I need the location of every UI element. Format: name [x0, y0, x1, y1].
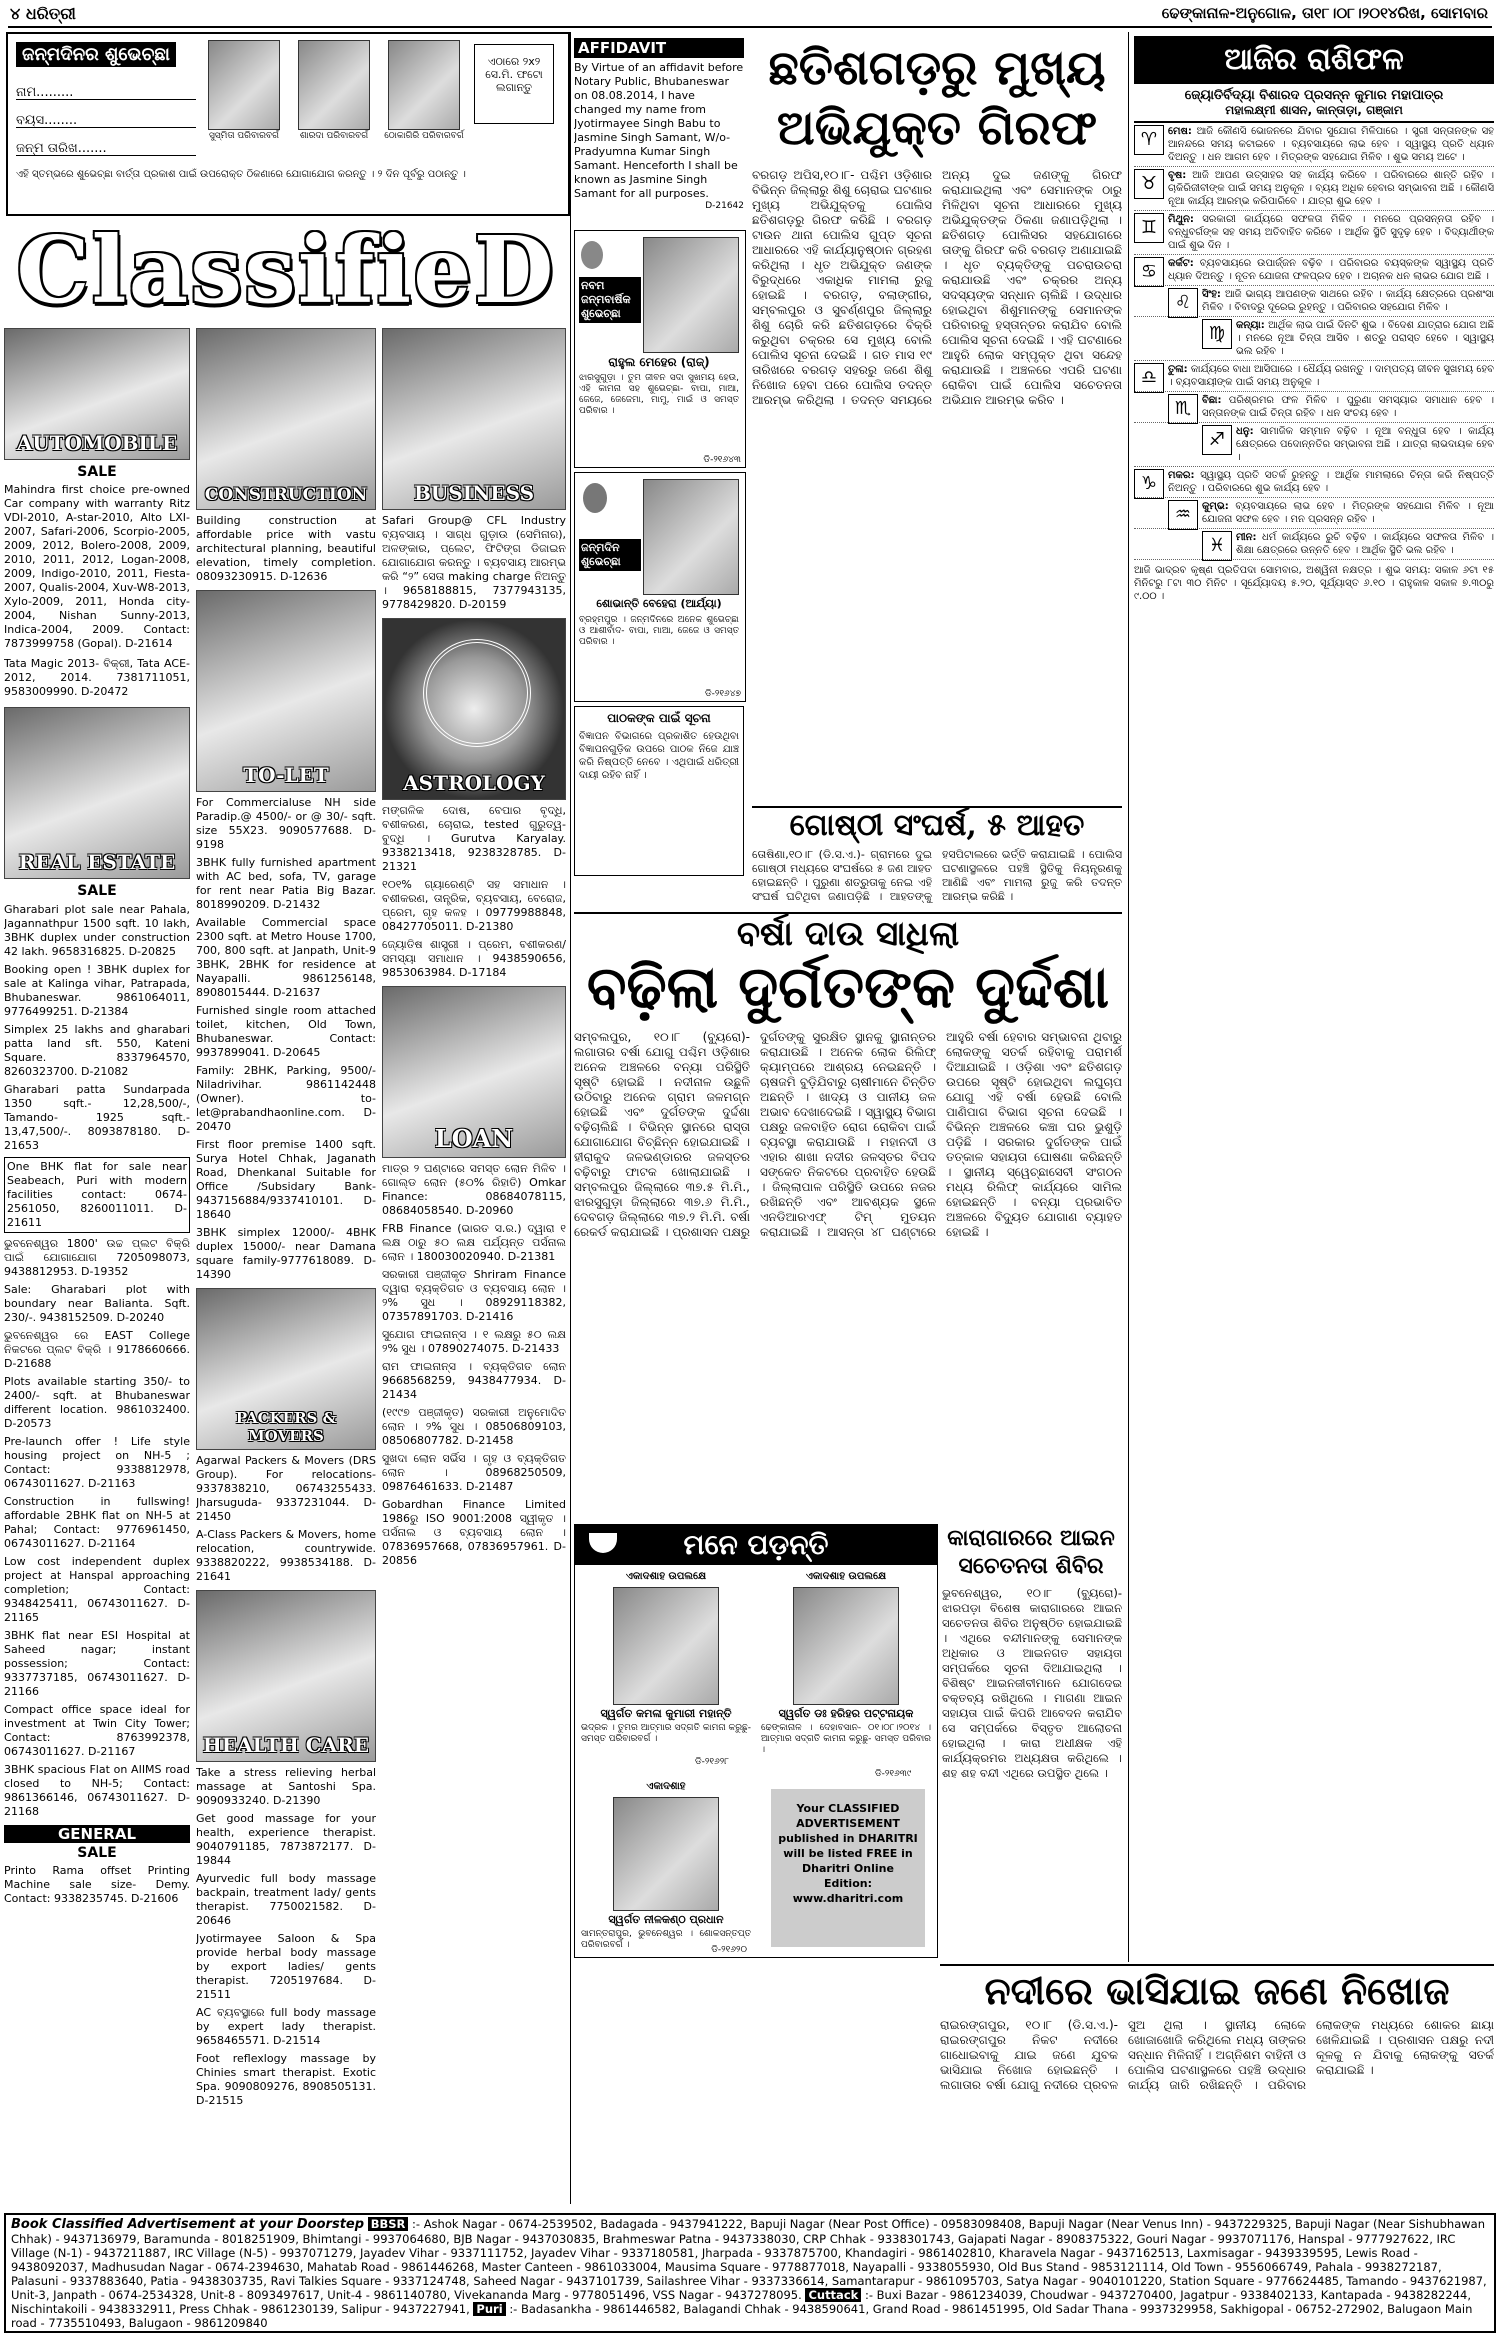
rashi-text: ଆଜି ଆପଣ ଉତ୍ସାହର ସହ କାର୍ଯ୍ୟ କରିବେ । ପରିବାରରେ ଶାନ୍ତି ରହିବ । ଚାକିରିଜୀବୀଙ୍କ ପାଇଁ ସମୟ ଅନୁକୂଳ । ବ୍ୟୟ ଅଧିକ ହେବାର ସମ୍ଭାବନା ଅଛି । କୌଣସି ନୂଆ କାର୍ଯ୍ୟ ଆରମ୍ଭ କରିପାରିବେ । ଯାତ୍ରା ଶୁଭ ହେବ । — [1168, 170, 1494, 207]
column-divider — [1128, 32, 1129, 1962]
ad: Simplex 25 lakhs and gharabari patta land sft. 550, Kateni Square. 8337964570, 8260323700. D-21082 — [4, 1023, 190, 1078]
health-care-label: HEALTH CARE — [202, 1733, 370, 1757]
birthday-photo-placeholder: ଏଠାରେ ୨x୨ ସେ.ମି. ଫଟୋ ଲଗାନ୍ତୁ — [474, 44, 554, 124]
birthday-note: ଏହି ସ୍ତମ୍ଭରେ ଶୁଭେଚ୍ଛା ବାର୍ତ୍ତା ପ୍ରକାଶ ପାଇଁ ଉପରୋକ୍ତ ଠିକଣାରେ ଯୋଗାଯୋଗ କରନ୍ତୁ । ୨ ଦିନ ପୂର୍ବରୁ ପଠାନ୍ତୁ । — [16, 169, 466, 180]
rashi-sign: ବୃଷ: — [1168, 170, 1187, 181]
birthday-ad-1-text: ଝାରସୁଗୁଡ଼ା । ତୁମ ଜୀବନ ସଦା ସୁଖମୟ ହେଉ, ଏହି କାମନା ସହ ଶୁଭେଚ୍ଛା- ବାପା, ମାଆ, ଜେଜେ, ଜେଜେମା, ମାମୁ, ମାଇଁ ଓ ସମସ୍ତ ପରିବାର । — [579, 373, 739, 416]
packers-label: PACKERS & MOVERS — [235, 1409, 337, 1445]
memorial-code-3: ଡି-୨୧୬୨୦ — [711, 1945, 747, 1955]
rashi-sign: ତୁଳା: — [1168, 364, 1188, 375]
rashifal-footer: ଆଜି ଭାଦ୍ରବ କୃଷ୍ଣ ପ୍ରତିପଦା ସୋମବାର, ଅଶ୍ୱିନୀ ନକ୍ଷତ୍ର । ଶୁଭ ସମୟ: ସକାଳ ୬ଟା ୧୫ ମିନିଟରୁ ୮ଟା ୩୦ ମିନିଟ । ସୂର୍ଯ୍ୟୋଦୟ ୫.୨୦, ସୂର୍ଯ୍ୟାସ୍ତ ୬.୧୦ । ରାହୁକାଳ ସକାଳ ୭.୩୦ରୁ ୯.୦୦ । — [1134, 565, 1494, 602]
story1-headline-2: ଅଭିଯୁକ୍ତ ଗିରଫ — [776, 100, 1098, 156]
ad: ଭୁବନେଶ୍ୱର 1800' ଉଚ୍ଚ ପ୍ଲଟ ବିକ୍ରି ପାଇଁ ଯୋଗାଯୋଗ 7205098073, 9438812953. D-19352 — [4, 1237, 190, 1278]
aries-icon: ♈ — [1134, 125, 1164, 155]
memorial-head-2: ଏକାଦଶାହ ଉପଲକ୍ଷେ — [805, 1571, 887, 1582]
pisces-icon: ♓ — [1202, 531, 1232, 561]
rashi-libra — [1134, 361, 1494, 392]
column-divider — [570, 32, 571, 2204]
birthday-ad-1-label: ନବମ ଜନ୍ମବାର୍ଷିକ ଶୁଭେଚ୍ଛା — [579, 277, 641, 323]
rashi-text: ସ୍ୱାସ୍ଥ୍ୟ ପ୍ରତି ସତର୍କ ରୁହନ୍ତୁ । ଆର୍ଥିକ ମାମଲାରେ ଚିନ୍ତା କରି ନିଷ୍ପତ୍ତି ନିଅନ୍ତୁ । ପରିବାରରେ ଶୁଭ କାର୍ଯ୍ୟ ହେବ । — [1168, 470, 1494, 494]
ad: ସୁଯୋଗ ଫାଇନାନ୍ସ । ୧ ଲକ୍ଷରୁ ୫୦ ଲକ୍ଷ ୨% ସୁଧ । 07890274075. D-21433 — [382, 1328, 566, 1355]
sale-heading: SALE — [77, 464, 117, 480]
rashi-sign: ମୀନ: — [1236, 532, 1257, 543]
birthday-photo-1 — [208, 40, 280, 130]
ad: First floor premise 1400 sqft. Surya Hotel Chhak, Jaganath Road, Dhenkanal Suitable for Office /Subsidary Bank- 9437156884/9337410101. D-18640 — [196, 1138, 376, 1221]
ad: Plots available starting 350/- to 2400/- sqft. at Bhubaneswar different location. 9861032400. D-20573 — [4, 1375, 190, 1430]
real-estate-ads — [4, 903, 190, 1819]
birthday-ad-1-name: ରାହୁଲ ମେହେର (ରାଜ୍) — [608, 355, 710, 369]
affidavit-code: D-21642 — [705, 201, 744, 211]
gemini-icon: ♊ — [1134, 213, 1164, 243]
ad: Jyotirmayee Saloon & Spa provide herbal body massage by export ladies/ gents therapist. 7205197684. D-21511 — [196, 1932, 376, 2001]
affidavit-box — [574, 38, 744, 224]
birthday-caption-3: ଠୋକାଗିରି ପରିବାରବର୍ଗ — [384, 131, 464, 141]
ad: Agarwal Packers & Movers (DRS Group). For relocations- 9337838210, 06743255433. Jharsuguda- 9337231044. D-21450 — [196, 1454, 376, 1523]
ad-tata: Tata Magic 2013- ବିକ୍ରୀ, Tata ACE-2012, 2014. 7381711051, 9583009990. D-20472 — [4, 657, 190, 698]
birthday-title: ଜନ୍ମଦିନର ଶୁଭେଚ୍ଛା — [16, 42, 176, 67]
birthday-photo-3 — [388, 40, 460, 130]
reader-notice-box — [574, 706, 744, 876]
affidavit-title: AFFIDAVIT — [574, 38, 744, 58]
rashi-aries — [1134, 123, 1494, 167]
loan-image — [382, 986, 566, 1158]
memorial-name-2: ସ୍ୱର୍ଗତ ଡଃ ହରିହର ପଟ୍ଟନାୟକ — [778, 1707, 914, 1720]
rashi-gemini — [1134, 211, 1494, 255]
dateline: ଢେଙ୍କାନାଳ-ଅନୁଗୋଳ, ତା୧୮।୦୮।୨୦୧୪ରିଖ, ସୋମବାର — [1161, 4, 1488, 22]
rashifal-byline-2: ମହାଲକ୍ଷ୍ମୀ ଶାସନ, କାନ୍ତାଡ଼ା, ଗଞ୍ଜାମ — [1134, 103, 1494, 123]
rashi-sign: କୁମ୍ଭ: — [1202, 501, 1229, 512]
to-let-label: TO-LET — [243, 763, 329, 787]
to-let-image — [196, 590, 376, 792]
rashi-text: ଆର୍ଥିକ ଲାଭ ପାଇଁ ଦିନଟି ଶୁଭ । ବିଦେଶ ଯାତ୍ରାର ଯୋଗ ଅଛି । ମନରେ ନୂଆ ଚିନ୍ତା ଆସିବ । ଶତ୍ରୁ ପରାସ୍ତ ହେବେ । ସ୍ୱାସ୍ଥ୍ୟ ଭଲ ରହିବ । — [1236, 320, 1494, 357]
affidavit-text: By Virtue of an affidavit before Notary Public, Bhubaneswar on 08.08.2014, I have changed my name from Jyotirmayee Singh Babu to Jasmine Singh Samant, W/o- Pradyumna Kumar Singh Samant. Henceforth I shall be known as Jasmine Singh Samant for all purposes. — [574, 61, 744, 200]
rashi-leo — [1134, 286, 1494, 317]
sale-heading-2: SALE — [77, 883, 117, 899]
memorial-text-1: ଭଦ୍ରକ । ତୁମର ଆତ୍ମାର ସଦ୍‌ଗତି କାମନା କରୁଛୁ- ସମସ୍ତ ପରିବାରବର୍ଗ । — [581, 1723, 751, 1744]
ad: Available Commercial space 2300 sqft. at Metro House 1700, 700, 800 sqft. at Janpath, Unit-9 3BHK, 2BHK for residence at Nayapalli. 9861256148, 8908015444. D-21637 — [196, 916, 376, 999]
rashi-cancer — [1134, 255, 1494, 286]
cancer-icon: ♋ — [1134, 257, 1164, 287]
ad: Building construction at affordable price with vastu architectural planning, beautiful elevation, timely completion. 08093230915. D-12636 — [196, 514, 376, 583]
ad: Foot reflexlogy massage by Chinies smart therapist. Exotic Spa. 9090809276, 8908505131. D-21515 — [196, 2052, 376, 2107]
memorial-title: ମନେ ପଡ଼ନ୍ତି — [575, 1525, 937, 1565]
ad: FRB Finance (ଭାରତ ସ.ର.) ଦ୍ୱାରା ୧ ଲକ୍ଷ ଠାରୁ ୫୦ ଲକ୍ଷ ପର୍ଯ୍ୟନ୍ତ ପର୍ସନାଲ ଲୋନ । 180030020940. D-21381 — [382, 1222, 566, 1263]
rashi-sign: ମେଷ: — [1168, 126, 1192, 137]
packers-image — [196, 1288, 376, 1450]
birthday-greeting-box — [6, 32, 570, 216]
story3-body: ସମ୍ବଲପୁର, ୧୦।୮ (ବ୍ୟୁରୋ)- ଲଗାତାର ବର୍ଷା ଯୋଗୁ ପଶ୍ଚିମ ଓଡ଼ିଶାର ଅନେକ ଅଞ୍ଚଳରେ ବନ୍ୟା ପରିସ୍ଥିତି ସୃଷ୍ଟି ହୋଇଛି । ନଦୀନାଳ ଉଛୁଳି ଉଠିବାରୁ ଅନେକ ଗ୍ରାମ ଜଳମଗ୍ନ ହୋଇଛି ଏବଂ ଦୁର୍ଗତଙ୍କ ଦୁର୍ଦ୍ଦଶା ବଢ଼ିଚାଲିଛି । ବିଭିନ୍ନ ସ୍ଥାନରେ ରାସ୍ତା ଯୋଗାଯୋଗ ବିଚ୍ଛିନ୍ନ ହୋଇଯାଇଛି । ହୀରାକୁଦ ଜଳଭଣ୍ଡାରର ଜଳସ୍ତର ବଢ଼ିବାରୁ ଫାଟକ ଖୋଲାଯାଇଛି । ସମ୍ବଲପୁର ଜିଲ୍ଲାରେ ୩୭.୫ ମି.ମି., ଝାରସୁଗୁଡ଼ା ଜିଲ୍ଲାରେ ୩୭.୬ ମି.ମି., ଦେବଗଡ଼ ଜିଲ୍ଲାରେ ୩୭.୨ ମି.ମି. ବର୍ଷା ରେକର୍ଡ କରାଯାଇଛି । ପ୍ରଶାସନ ପକ୍ଷରୁ ଦୁର୍ଗତଙ୍କୁ ସୁରକ୍ଷିତ ସ୍ଥାନକୁ ସ୍ଥାନାନ୍ତର କରାଯାଉଛି । ଅନେକ ଲୋକ ରିଲିଫ୍ କ୍ୟାମ୍ପରେ ଆଶ୍ରୟ ନେଇଛନ୍ତି । ଚାଷଜମି ବୁଡ଼ିଯିବାରୁ ଚାଷୀମାନେ ଚିନ୍ତିତ ଅଛନ୍ତି । ଖାଦ୍ୟ ଓ ପାନୀୟ ଜଳ ଅଭାବ ଦେଖାଦେଇଛି । ସ୍ୱାସ୍ଥ୍ୟ ବିଭାଗ ପକ୍ଷରୁ ଜଳବାହିତ ରୋଗ ରୋକିବା ପାଇଁ ବ୍ୟବସ୍ଥା କରାଯାଉଛି । ମହାନଦୀ ଓ ଏହାର ଶାଖା ନଦୀର ଜଳସ୍ତର ବିପଦ ସଙ୍କେତ ନିକଟରେ ପ୍ରବାହିତ ହେଉଛି । ଜିଲ୍ଲାପାଳ ପରିସ୍ଥିତି ଉପରେ ନଜର ରଖିଛନ୍ତି ଏବଂ ଆବଶ୍ୟକ ସ୍ଥଳେ ଏନଡିଆରଏଫ୍ ଟିମ୍ ମୁତୟନ କରାଯାଇଛି । ଆସନ୍ତା ୪୮ ଘଣ୍ଟାରେ ଆହୁରି ବର୍ଷା ହେବାର ସମ୍ଭାବନା ଥିବାରୁ ଲୋକଙ୍କୁ ସତର୍କ ରହିବାକୁ ପରାମର୍ଶ ଦିଆଯାଇଛି । ଓଡ଼ିଶା ଏବଂ ଛତିଶଗଡ଼ ଉପରେ ସୃଷ୍ଟି ହୋଇଥିବା ଲଘୁଚାପ ଯୋଗୁ ଏହି ବର୍ଷା ହେଉଛି ବୋଲି ପାଣିପାଗ ବିଭାଗ ସୂଚନା ଦେଇଛି । ବିଭିନ୍ନ ଅଞ୍ଚଳରେ କଞ୍ଚା ଘର ଭୁଶୁଡ଼ି ପଡ଼ିଛି । ସରକାର ଦୁର୍ଗତଙ୍କ ପାଇଁ ତତ୍କାଳ ସହାୟତା ଘୋଷଣା କରିଛନ୍ତି । ସ୍ଥାନୀୟ ସ୍ୱେଚ୍ଛାସେବୀ ସଂଗଠନ ମଧ୍ୟ ରିଲିଫ୍ କାର୍ଯ୍ୟରେ ସାମିଲ ହୋଇଛନ୍ତି । ବନ୍ୟା ପ୍ରଭାବିତ ଅଞ୍ଚଳରେ ବିଦ୍ୟୁତ ଯୋଗାଣ ବ୍ୟାହତ ହୋଇଛି । — [574, 1030, 1122, 1239]
rashi-sign: ଧନୁ: — [1236, 426, 1254, 437]
real-estate-label: REAL ESTATE — [18, 850, 176, 874]
capricorn-icon: ♑ — [1134, 469, 1164, 499]
sale-heading-3: SALE — [77, 1845, 117, 1861]
rashi-taurus — [1134, 167, 1494, 211]
loan-label: LOAN — [434, 1124, 514, 1153]
ad: Family: 2BHK, Parking, 9500/- Niladrivihar. 9861142448 (Owner). to-let@prabandhaonline.com. D-20470 — [196, 1064, 376, 1133]
classified-column-3 — [382, 328, 566, 2208]
bbsr-tag: BBSR — [368, 2217, 409, 2231]
ad: For Commercialuse NH side Paradip.@ 4500/- or @ 30/- sqft. size 55X23. 9090577688. D-9198 — [196, 796, 376, 851]
rashi-sign: କର୍କଟ: — [1168, 258, 1194, 269]
rashi-capricorn — [1134, 467, 1494, 498]
memorial-photo-3 — [613, 1797, 719, 1911]
scorpio-icon: ♏ — [1168, 394, 1198, 424]
memorial-code-2: ଡି-୨୧୬୩୯ — [875, 1769, 912, 1779]
ad: 3BHK fully furnished apartment with AC bed, sofa, TV, garage for rent near Patia Big Bazar. 8018990209. D-21432 — [196, 856, 376, 911]
rashi-sign: ସିଂହ: — [1202, 289, 1221, 300]
birthday-ad-1 — [574, 230, 746, 468]
ad: Pre-launch offer ! Life style housing project on NH-5 ; Contact: 9338812978, 06743011627. D-21163 — [4, 1435, 190, 1490]
rashi-text: ପରିଶ୍ରମର ଫଳ ମିଳିବ । ପୁରୁଣା ସମସ୍ୟାର ସମାଧାନ ହେବ । ସନ୍ତାନଙ୍କ ପାଇଁ ଚିନ୍ତା ରହିବ । ଧନ ସଂଚୟ ହେବ । — [1202, 395, 1494, 419]
story4-headline-1: କାରାଗାରରେ ଆଇନ — [947, 1525, 1115, 1551]
health-care-image — [196, 1590, 376, 1762]
story3-headline: ବଢ଼ିଲା ଦୁର୍ଗତଙ୍କ ଦୁର୍ଦ୍ଦଶା — [586, 953, 1110, 1021]
rashi-sign: କନ୍ୟା: — [1236, 320, 1265, 331]
rashi-text: ବ୍ୟବସାୟରେ ଉପାର୍ଜ୍ଜନ ବଢ଼ିବ । ପରିବାରର ବୟସ୍କଙ୍କ ସ୍ୱାସ୍ଥ୍ୟ ପ୍ରତି ଧ୍ୟାନ ଦିଅନ୍ତୁ । ନୂତନ ଯୋଜନା ଫଳପ୍ରଦ ହେବ । ଅଚାନକ ଧନ ଲାଭର ଯୋଗ ଅଛି । — [1168, 258, 1494, 282]
ad: Low cost independent duplex project at Hanspal approaching completion; Contact: 9348425411, 06743011627. D-21165 — [4, 1555, 190, 1624]
birthday-caption-1: ସୁସ୍ମିତା ପରିବାରବର୍ଗ — [208, 131, 280, 141]
rashi-scorpio — [1134, 392, 1494, 423]
real-estate-image — [4, 707, 190, 879]
zodiac-wheel-icon — [423, 639, 531, 747]
reader-notice-text: ବିଜ୍ଞାପନ ବିଭାଗରେ ପ୍ରକାଶିତ ହେଉଥିବା ବିଜ୍ଞାପନଗୁଡ଼ିକ ଉପରେ ପାଠକ ନିଜେ ଯାଞ୍ଚ କରି ନିଷ୍ପତ୍ତି ନେବେ । ଏଥିପାଇଁ ଧରିତ୍ରୀ ଦାୟୀ ରହିବ ନାହିଁ । — [579, 731, 739, 781]
story4-body: ଭୁବନେଶ୍ୱର, ୧୦।୮ (ବ୍ୟୁରୋ)- ଝାରପଡ଼ା ବିଶେଷ କାରାଗାରରେ ଆଇନ ସଚେତନତା ଶିବିର ଅନୁଷ୍ଠିତ ହୋଇଯାଇଛି । ଏଥିରେ ବନ୍ଦୀମାନଙ୍କୁ ସେମାନଙ୍କ ଅଧିକାର ଓ ଆଇନଗତ ସହାୟତା ସମ୍ପର୍କରେ ସୂଚନା ଦିଆଯାଇଥିଲା । ବିଶିଷ୍ଟ ଆଇନଜୀବୀମାନେ ଯୋଗଦେଇ ବକ୍ତବ୍ୟ ରଖିଥିଲେ । ମାଗଣା ଆଇନ ସହାୟତା ପାଇଁ କିପରି ଆବେଦନ କରାଯିବ ସେ ସମ୍ପର୍କରେ ବିସ୍ତୃତ ଆଲୋଚନା ହୋଇଥିଲା । କାରା ଅଧୀକ୍ଷକ ଏହି କାର୍ଯ୍ୟକ୍ରମର ଅଧ୍ୟକ୍ଷତା କରିଥିଲେ । ଶହ ଶହ ବନ୍ଦୀ ଏଥିରେ ଉପସ୍ଥିତ ଥିଲେ । — [942, 1586, 1122, 1780]
libra-icon: ♎ — [1134, 363, 1164, 393]
business-label: BUSINESS — [413, 481, 535, 505]
story2-headline: ଗୋଷ୍ଠୀ ସଂଘର୍ଷ, ୫ ଆହତ — [752, 806, 1122, 844]
construction-image — [196, 328, 376, 510]
memorial-photo-2 — [793, 1587, 899, 1705]
ad: ମାତ୍ର ୨ ଘଣ୍ଟାରେ ସମସ୍ତ ଲୋନ ମିଳିବ । ଗୋଲ୍ଡ ଲୋନ (୫୦% ରିହାତି) Omkar Finance: 08684078115, 08684058540. D-20960 — [382, 1162, 566, 1217]
ad-printing: Printo Rama offset Printing Machine sale size- Demy. Contact: 9338235745. D-21606 — [4, 1864, 190, 1905]
ad: Booking open ! 3BHK duplex for sale at Kalinga vihar, Patrapada, Bhubaneswar. 9861064011, 9776499251. D-21384 — [4, 963, 190, 1018]
ad: Furnished single room attached toilet, kitchen, Old Town, Bhubaneswar. Contact: 9937899041. D-20645 — [196, 1004, 376, 1059]
birthday-ad-1-photo — [643, 237, 739, 353]
page-header-bar — [8, 4, 1492, 28]
rashi-text: କାର୍ଯ୍ୟରେ ବାଧା ଆସିପାରେ । ଧୈର୍ଯ୍ୟ ରଖନ୍ତୁ । ଦାମ୍ପତ୍ୟ ଜୀବନ ସୁଖମୟ ହେବ । ବ୍ୟବସାୟୀଙ୍କ ପାଇଁ ସମୟ ଅନୁକୂଳ । — [1168, 364, 1494, 388]
story4-headline-2: ସଚେତନତା ଶିବିର — [958, 1553, 1104, 1579]
sagittarius-icon: ♐ — [1202, 425, 1232, 455]
rashi-text: ଆଜି ଭାଗ୍ୟ ଆପଣଙ୍କ ସାଥରେ ରହିବ । କାର୍ଯ୍ୟ କ୍ଷେତ୍ରରେ ପ୍ରଶଂସା ମିଳିବ । ବିବାଦରୁ ଦୂରେଇ ରୁହନ୍ତୁ । ପରିବାରର ସହଯୋଗ ମିଳିବ । — [1202, 289, 1494, 313]
story1-headline-1: ଛତିଶଗଡ଼ରୁ ମୁଖ୍ୟ — [768, 40, 1106, 96]
story2-body: ତୋଷିଣା,୧୦।୮ (ଡି.ସ.ଏ.)- ଗ୍ରାମରେ ଦୁଇ ଗୋଷ୍ଠୀ ମଧ୍ୟରେ ସଂଘର୍ଷରେ ୫ ଜଣ ଆହତ ହୋଇଛନ୍ତି । ପୁରୁଣା ଶତ୍ରୁତାକୁ ନେଇ ଏହି ସଂଘର୍ଷ ଘଟିଥିବା ଜଣାପଡ଼ିଛି । ଆହତଙ୍କୁ ହସପିଟାଲରେ ଭର୍ତ୍ତି କରାଯାଇଛି । ପୋଲିସ ଘଟଣାସ୍ଥଳରେ ପହଞ୍ଚି ସ୍ଥିତିକୁ ନିୟନ୍ତ୍ରଣକୁ ଆଣିଛି ଏବଂ ମାମଲା ରୁଜୁ କରି ତଦନ୍ତ ଆରମ୍ଭ କରିଛି । — [752, 848, 1122, 903]
reader-notice-title: ପାଠକଙ୍କ ପାଇଁ ସୂଚନା — [607, 711, 711, 725]
booking-footer — [4, 2213, 1496, 2333]
birthday-ad-1-code: ଡି-୨୧୬୪୩ — [703, 455, 741, 465]
ad: Construction in fullswing! affordable 2BHK flat on NH-5 at Pahal; Contact: 9776961450, 06743011627. D-21164 — [4, 1495, 190, 1550]
rashi-text: ଆଜି କୌଣସି ଭୋଜନରେ ଯିବାର ସୁଯୋଗ ମିଳିପାରେ । ସ୍ତ୍ରୀ ସନ୍ତାନଙ୍କ ସହ ଆନନ୍ଦରେ ସମୟ କଟାଇବେ । ବ୍ୟବସାୟରେ ଲାଭ ହେବ । ସ୍ୱାସ୍ଥ୍ୟ ପ୍ରତି ଧ୍ୟାନ ଦିଅନ୍ତୁ । ଧନ ଆଗମ ହେବ । ମିତ୍ରଙ୍କ ସହଯୋଗ ମିଳିବ । ଶୁଭ ସମୟ ଅଟେ । — [1168, 126, 1494, 163]
memorial-text-3: ସାମନ୍ତରାପୁର, ଭୁବନେଶ୍ୱର । ଶୋକସନ୍ତପ୍ତ ପରିବାରବର୍ଗ । — [581, 1929, 751, 1950]
leo-icon: ♌ — [1168, 288, 1198, 318]
rashi-text: ସାମାଜିକ ସମ୍ମାନ ବଢ଼ିବ । ନୂଆ ବନ୍ଧୁତା ହେବ । କାର୍ଯ୍ୟ କ୍ଷେତ୍ରରେ ପଦୋନ୍ନତିର ସମ୍ଭାବନା ଅଛି । ଯାତ୍ରା ଲାଭଦାୟକ ହେବ । — [1236, 426, 1494, 463]
cuttack-list: :- Buxi Bazar - 9861234039, Choudwar - 9437270400, Jagatpur - 9338402133, Kantapada - 9438282244, Nischintakoili - 9438332911, Press Chhak - 9861230139, Salipur - 9437227941, — [11, 2288, 1471, 2316]
memorial-name-1: ସ୍ୱର୍ଗତ କମଳା କୁମାରୀ ମହାନ୍ତି — [600, 1707, 732, 1720]
story1-body: ବରଗଡ଼ ଅପିସ,୧୦।୮- ପଶ୍ଚିମ ଓଡ଼ିଶାର ବିଭିନ୍ନ ଜିଲ୍ଲାରୁ ଶିଶୁ ଚୋରାଇ ଘଟଣାର ମୁଖ୍ୟ ଅଭିଯୁକ୍ତକୁ ପୋଲିସ ଛତିଶଗଡ଼ରୁ ଗିରଫ କରିଛି । ବରଗଡ଼ ଟାଉନ ଥାନା ପୋଲିସ ଗୁପ୍ତ ସୂଚନା ଆଧାରରେ ଏହି କାର୍ଯ୍ୟାନୁଷ୍ଠାନ ଗ୍ରହଣ କରିଥିଲା । ଧୃତ ଅଭିଯୁକ୍ତ ଜଣଙ୍କ ବିରୁଦ୍ଧରେ ଏକାଧିକ ମାମଲା ରୁଜୁ ହୋଇଛି । ବରଗଡ଼, ବଲାଙ୍ଗୀର, ସମ୍ବଲପୁର ଓ ସୁବର୍ଣ୍ଣପୁର ଜିଲ୍ଲାରୁ ଶିଶୁ ଚୋରି କରି ଛତିଶଗଡ଼ରେ ବିକ୍ରି କରୁଥିବା ଚକ୍ରର ସେ ମୁଖ୍ୟ ବୋଲି ପୋଲିସ ସୂଚନା ଦେଇଛି । ଗତ ମାସ ୧୯ ତାରିଖରେ ବରଗଡ଼ ସହରରୁ ଜଣେ ଶିଶୁ ନିଖୋଜ ହେବା ପରେ ପୋଲିସ ତଦନ୍ତ ଆରମ୍ଭ କରିଥିଲା । ତଦନ୍ତ ସମୟରେ ଅନ୍ୟ ଦୁଇ ଜଣଙ୍କୁ ଗିରଫ କରାଯାଇଥିଲା ଏବଂ ସେମାନଙ୍କ ଠାରୁ ମିଳିଥିବା ସୂଚନା ଆଧାରରେ ମୁଖ୍ୟ ଅଭିଯୁକ୍ତଙ୍କ ଠିକଣା ଜଣାପଡ଼ିଥିଲା । ଛତିଶଗଡ଼ ପୋଲିସର ସହଯୋଗରେ ତାଙ୍କୁ ଗିରଫ କରି ବରଗଡ଼ ଅଣାଯାଇଛି । ଧୃତ ବ୍ୟକ୍ତିଙ୍କୁ ପଚରାଉଚରା କରାଯାଉଛି ଏବଂ ଚକ୍ରର ଅନ୍ୟ ସଦସ୍ୟଙ୍କ ସନ୍ଧାନ ଚାଲିଛି । ଉଦ୍ଧାର ହୋଇଥିବା ଶିଶୁମାନଙ୍କୁ ସେମାନଙ୍କ ପରିବାରକୁ ହସ୍ତାନ୍ତର କରାଯିବ ବୋଲି ପୋଲିସ ସୂଚନା ଦେଇଛି । ଏହି ଘଟଣାରେ ଆହୁରି ଲୋକ ସମ୍ପୃକ୍ତ ଥିବା ସନ୍ଦେହ କରାଯାଉଛି । ଅଞ୍ଚଳରେ ଏପରି ଘଟଣା ରୋକିବା ପାଇଁ ପୋଲିସ ସଚେତନତା ଅଭିଯାନ ଆରମ୍ଭ କରିବ । — [752, 168, 1122, 407]
puri-list: :- Badasankha - 9861446582, Balagandi Chhak - 9438590641, Grand Road - 9861451995, Old Sadar Thana - 9937329958, Sakhigopal - 06752-272902, Balugaon Main road - 7735510493, Balugaon - 9861209840 — [11, 2302, 1473, 2330]
ad: Get good massage for your health, experience therapist. 9040791185, 7873872177. D-19844 — [196, 1812, 376, 1867]
classified-column-2 — [196, 328, 376, 2208]
memorial-name-3: ସ୍ୱର୍ଗତ ନୀଳକଣ୍ଠ ପ୍ରଧାନ — [608, 1913, 724, 1926]
birthday-ad-2-name: ଶୋଭାନ୍ତି ବେହେରା (ଆର୍ଯ୍ୟା) — [596, 597, 722, 610]
astrology-label: ASTROLOGY — [403, 771, 545, 795]
ad: Gobardhan Finance Limited 1986ରୁ ISO 9001:2008 ସ୍ୱୀକୃତ । ପର୍ସନାଲ ଓ ବ୍ୟବସାୟ ଲୋନ । 07836957668, 07836957961. D-20856 — [382, 1498, 566, 1567]
ad: Safari Group@ CFL Industry ବ୍ୟବସାୟ । ସାଗ୍ଧ ଗୁଡ଼ାଉ (ସେମିନାର), ଅଳଙ୍କାର, ପ୍ଲେଟ, ଫିଟିଙ୍ଗ ଡିଜାଇନ ଯୋଗାଯୋଗ କରନ୍ତୁ । ବ୍ୟବସାୟ ଆରମ୍ଭ କରି “୨” ସେତା making charge ନିଅନ୍ତୁ । 9658188815, 7377943135, 9778429820. D-20159 — [382, 514, 566, 611]
rashifal-byline: ଜ୍ୟୋତିର୍ବିଦ୍ୟା ବିଶାରଦ ପ୍ରସନ୍ନ କୁମାର ମହାପାତ୍ର — [1184, 88, 1444, 103]
birthday-ad-2-label: ଜନ୍ମଦିନ ଶୁଭେଚ୍ଛା — [579, 539, 641, 571]
bbsr-list: :- Ashok Nagar - 0674-2539502, Badagada - 9437941222, Bapuji Nagar (Near Post Office) - 09583098408, Bapuji Nagar (Near Venus Inn) - 9437229325, Bapuji Nagar (Near Sishubhawan Chhak) - 9437136979, Baramunda - 8018251909, Bhimtangi - 9937064680, BJB Nagar - 9437030835, Brahmeswar Patna - 9437338030, CRP Chhak - 9338301743, Gajapati Nagar - 8908375322, Gouri Nagar - 9937071176, Hanspal - 9777927622, IRC Village (N-1) - 9437211887, IRC Village (N-5) - 9937071279, Jayadev Vihar - 9337111752, Jayadev Vihar - 9337180581, Jharpada - 9337875700, Khandagiri - 9861402810, Kharavela Nagar - 9437162513, Laxmisagar - 9439339595, Lewis Road - 9438092037, Madhusudan Nagar - 0674-2394630, Mahatab Road - 9861446268, Master Canteen - 9861033004, Mausima Square - 9778877018, Nayapalli - 9338055930, Old Bus Stand - 9853121114, Old Town - 9556066749, Pahala - 9938272187, Palasuni - 9337883640, Patia - 9438303735, Ravi Talkies Square - 9337124748, Saheed Nagar - 9437101739, Sailashree Vihar - 9337336614, Samantarapur - 9861095703, Satya Nagar - 9040101220, Station Square - 9776624485, Tamando - 9437621987, Unit-3, Janpath - 0674-2534328, Unit-8 - 8093497617, Unit-4 - 9861140780, Vivekananda Marg - 9778051496, VSS Nagar - 9437278095. — [11, 2217, 1487, 2302]
rashi-sign: ବିଛା: — [1202, 395, 1222, 406]
ad: Gharabari plot sale near Pahala, Jagannathpur 1500 sqft. 10 lakh, 3BHK duplex under construction 42 lakh. 9658316825. D-20825 — [4, 903, 190, 958]
birthday-ad-2-code: ଡି-୨୧୬୪୭ — [704, 689, 741, 699]
astrology-image — [382, 618, 566, 800]
aquarius-icon: ♒ — [1168, 500, 1198, 530]
rashi-virgo — [1134, 317, 1494, 361]
automobile-label: AUTOMOBILE — [16, 431, 178, 455]
footer-lead: Book Classified Advertisement at your Doorstep — [11, 2217, 365, 2232]
memorial-text-2: ଢେଙ୍କାନାଳ । ଦେହାବସାନ- ୦୧।୦୮।୨୦୧୪ । ଆତ୍ମାର ସଦ୍‌ଗତି କାମନା କରୁଛୁ- ସମସ୍ତ ପରିବାର । — [761, 1723, 931, 1755]
ad: (୧୯୯୭ ପଞ୍ଜୀକୃତ) ସରକାରୀ ଅନୁମୋଦିତ ଲୋନ । ୨% ସୁଧ । 08506809103, 08506807782. D-21458 — [382, 1406, 566, 1447]
general-heading: GENERAL — [4, 1825, 190, 1843]
memorial-code-1: ଡି-୨୧୬୨୮ — [695, 1757, 729, 1767]
ad: ମଙ୍ଗଳିକ ଦୋଷ, ବେପାର ବୃଦ୍ଧି, ବଶୀକରଣ, ଚୋରାଇ, tested ଗୁରୁତ୍ୱ- ବୁଦ୍ଧି । Gurutva Karyalay. 9338213418, 9238328785. D-21321 — [382, 804, 566, 873]
ad: Ayurvedic full body massage backpain, treatment lady/ gents therapist. 7750021582. D-20646 — [196, 1872, 376, 1927]
ad: ରାମ ଫାଇନାନ୍ସ । ବ୍ୟକ୍ତିଗତ ଲୋନ 9668568259, 9438477934. D-21434 — [382, 1360, 566, 1401]
story5-headline: ନଦୀରେ ଭାସିଯାଇ ଜଣେ ନିଖୋଜ — [940, 1964, 1494, 2016]
rashi-text: ଧର୍ମ କାର୍ଯ୍ୟରେ ରୁଚି ବଢ଼ିବ । କାର୍ଯ୍ୟରେ ସଫଳତା ମିଳିବ । ଶିକ୍ଷା କ୍ଷେତ୍ରରେ ଉନ୍ନତି ହେବ । ଆର୍ଥିକ ସ୍ଥିତି ଭଲ ରହିବ । — [1236, 532, 1494, 556]
birthday-ad-2-text: ବ୍ରହ୍ମପୁର । ଜନ୍ମଦିନରେ ଅନେକ ଶୁଭେଚ୍ଛା ଓ ଆଶୀର୍ବାଦ- ବାପା, ମାଆ, ଜେଜେ ଓ ସମସ୍ତ ପରିବାର । — [579, 615, 739, 647]
memorial-head-3: ଏକାଦଶାହ — [646, 1781, 686, 1792]
cuttack-tag: Cuttack — [805, 2288, 861, 2302]
birthday-field-age: ବୟସ........ — [16, 114, 196, 128]
rashifal-box — [1134, 36, 1494, 1960]
business-image — [382, 328, 566, 510]
ad: 3BHK simplex 12000/- 4BHK duplex 15000/- near Damana square family-9777618089. D-14390 — [196, 1226, 376, 1281]
rashi-aquarius — [1134, 498, 1494, 529]
ad: A-Class Packers & Movers, home relocation, countrywide. 9338820222, 9938534188. D-21641 — [196, 1528, 376, 1583]
rashifal-title: ଆଜିର ରାଶିଫଳ — [1134, 36, 1494, 84]
ad: ଭୁବନେଶ୍ୱର ରେ EAST College ନିକଟରେ ପ୍ଲଟ ବିକ୍ରି । 9178660666. D-21688 — [4, 1329, 190, 1370]
ad: Compact office space ideal for investment at Twin City Tower; Contact: 8763992378, 06743011627. D-21167 — [4, 1703, 190, 1758]
ad: ସରକାରୀ ପଞ୍ଜୀକୃତ Shriram Finance ଦ୍ୱାରା ବ୍ୟକ୍ତିଗତ ଓ ବ୍ୟବସାୟ ଲୋନ । ୨% ସୁଧ । 08929118382, 07357891703. D-21416 — [382, 1268, 566, 1323]
rashi-text: ସରକାରୀ କାର୍ଯ୍ୟରେ ସଫଳତା ମିଳିବ । ମନରେ ପ୍ରସନ୍ନତା ରହିବ । ବନ୍ଧୁବର୍ଗଙ୍କ ସହ ସମୟ ଅତିବାହିତ କରିବେ । ଆର୍ଥିକ ସ୍ଥିତି ସୁଦୃଢ଼ ହେବ । ବିଦ୍ୟାର୍ଥୀଙ୍କ ପାଇଁ ଶୁଭ ଦିନ । — [1168, 214, 1494, 251]
ad-boxed: One BHK flat for sale near Seabeach, Puri with modern facilities contact: 0674-2561050, 8260011011. D-21611 — [4, 1157, 190, 1233]
birthday-caption-2: ଶାରଦା ପରିବାରବର୍ଗ — [299, 131, 369, 141]
memorial-box — [574, 1524, 938, 1958]
ad: ସୁଖଦା ଲୋନ ସର୍ଭିସ । ଗୃହ ଓ ବ୍ୟକ୍ତିଗତ ଲୋନ । 08968250509, 09876461633. D-21487 — [382, 1452, 566, 1493]
rashi-pisces — [1134, 529, 1494, 560]
construction-label: CONSTRUCTION — [204, 485, 368, 505]
ad: ୧୦୧% ଗ୍ୟାରେଣ୍ଟି ସହ ସମାଧାନ । ବଶୀକରଣ, ତାନ୍ତ୍ରିକ, ବ୍ୟବସାୟ, ବେରୋଜ, ପ୍ରେମ, ଗୃହ କଳହ । 09779988848, 08427705011. D-21380 — [382, 878, 566, 933]
rashi-sign: ମିଥୁନ: — [1168, 214, 1194, 225]
birthday-ad-2-photo — [643, 479, 739, 595]
rashi-sign: ମକର: — [1168, 470, 1195, 481]
classified-banner: ClassifieD — [16, 216, 556, 324]
story3-kicker: ବର୍ଷା ଦାଉ ସାଧିଲା — [574, 912, 1122, 954]
taurus-icon: ♉ — [1134, 169, 1164, 199]
rashi-text: ବ୍ୟବସାୟରେ ଲାଭ ହେବ । ମିତ୍ରଙ୍କ ସହଯୋଗ ମିଳିବ । ନୂଆ ଯୋଜନା ସଫଳ ହେବ । ମନ ପ୍ରସନ୍ନ ରହିବ । — [1202, 501, 1494, 525]
ad: AC ବ୍ୟବସ୍ଥାରେ full body massage by expert lady therapist. 9658465571. D-21514 — [196, 2006, 376, 2047]
classified-column-1 — [4, 328, 190, 2208]
birthday-photo-2 — [298, 40, 370, 130]
birthday-field-name: ନାମ......... — [16, 86, 196, 100]
balloon-icon — [583, 483, 607, 513]
memorial-photo-1 — [613, 1587, 719, 1705]
page-number: ୪ ଧରିତ୍ରୀ — [10, 4, 76, 23]
ad-mahindra: Mahindra first choice pre-owned Car company with warranty Ritz VDI-2010, A-star-2010, Alto LXI-2007, Safari-2006, Scorpio-2005, 2009, 2012, Bolero-2008, 2009, 2010, 2011, 2012, Logan-2008, 2009, Indigo-2010, 2011, Fiesta-2007, Qualis-2004, Xuv-W8-2013, Xylo-2009, 2011, Honda city-2004, Nishan Sunny-2013, Indica-2004, 2009. Contact: 7873999758 (Gopal). D-21614 — [4, 483, 190, 650]
story5-body: ରାଇରଙ୍ଗପୁର, ୧୦।୮ (ଡି.ସ.ଏ.)- ରାଇରଙ୍ଗପୁର ନିକଟ ନଦୀରେ ଗାଧୋଇବାକୁ ଯାଇ ଜଣେ ଯୁବକ ଭାସିଯାଇ ନିଖୋଜ ହୋଇଛନ୍ତି । ଲଗାତାର ବର୍ଷା ଯୋଗୁ ନଦୀରେ ପ୍ରବଳ ସୁଅ ଥିଲା । ସ୍ଥାନୀୟ ଲୋକେ ଖୋଜାଖୋଜି କରିଥିଲେ ମଧ୍ୟ ତାଙ୍କର ସନ୍ଧାନ ମିଳିନାହିଁ । ଅଗ୍ନିଶମ ବାହିନୀ ଓ ପୋଲିସ ଘଟଣାସ୍ଥଳରେ ପହଞ୍ଚି ଉଦ୍ଧାର କାର୍ଯ୍ୟ ଜାରି ରଖିଛନ୍ତି । ପରିବାର ଲୋକଙ୍କ ମଧ୍ୟରେ ଶୋକର ଛାୟା ଖେଳିଯାଇଛି । ପ୍ରଶାସନ ପକ୍ଷରୁ ନଦୀ କୂଳକୁ ନ ଯିବାକୁ ଲୋକଙ୍କୁ ସତର୍କ କରାଯାଇଛି । — [940, 2018, 1494, 2092]
balloon-icon — [581, 241, 603, 269]
free-listing-notice: Your CLASSIFIED ADVERTISEMENT published in DHARITRI will be listed FREE in Dharitri Online Edition: www.dharitri.com — [771, 1789, 925, 1947]
ad: Gharabari patta Sundarpada 1350 sqft.- 12,28,500/-, Tamando- 1925 sqft.- 13,47,500/-. 8093878180. D-21653 — [4, 1083, 190, 1152]
ad: 3BHK spacious Flat on AIIMS road closed to NH-5; Contact: 9861366146, 06743011627. D-21168 — [4, 1763, 190, 1818]
ad: Sale: Gharabari plot with boundary near Balianta. Sqft. 230/-. 9438152509. D-20240 — [4, 1283, 190, 1324]
virgo-icon: ♍ — [1202, 319, 1232, 349]
puri-tag: Puri — [473, 2302, 505, 2316]
rashi-sagittarius — [1134, 423, 1494, 467]
ad: Take a stress relieving herbal massage at Santoshi Spa. 9090933240. D-21390 — [196, 1766, 376, 1807]
automobile-image — [4, 328, 190, 460]
birthday-field-dob: ଜନ୍ମ ତାରିଖ....... — [16, 142, 196, 156]
ad: ଜ୍ୟୋତିଷ ଶାସ୍ତ୍ରୀ । ପ୍ରେମ, ବଶୀକରଣ/ ସମସ୍ୟା ସମାଧାନ । 9438590656, 9853063984. D-17184 — [382, 938, 566, 979]
birthday-ad-2 — [574, 472, 746, 702]
ad: 3BHK flat near ESI Hospital at Saheed nagar; instant possession; Contact: 9337737185, 06743011627. D-21166 — [4, 1629, 190, 1698]
memorial-head-1: ଏକାଦଶାହ ଉପଲକ୍ଷେ — [625, 1571, 707, 1582]
